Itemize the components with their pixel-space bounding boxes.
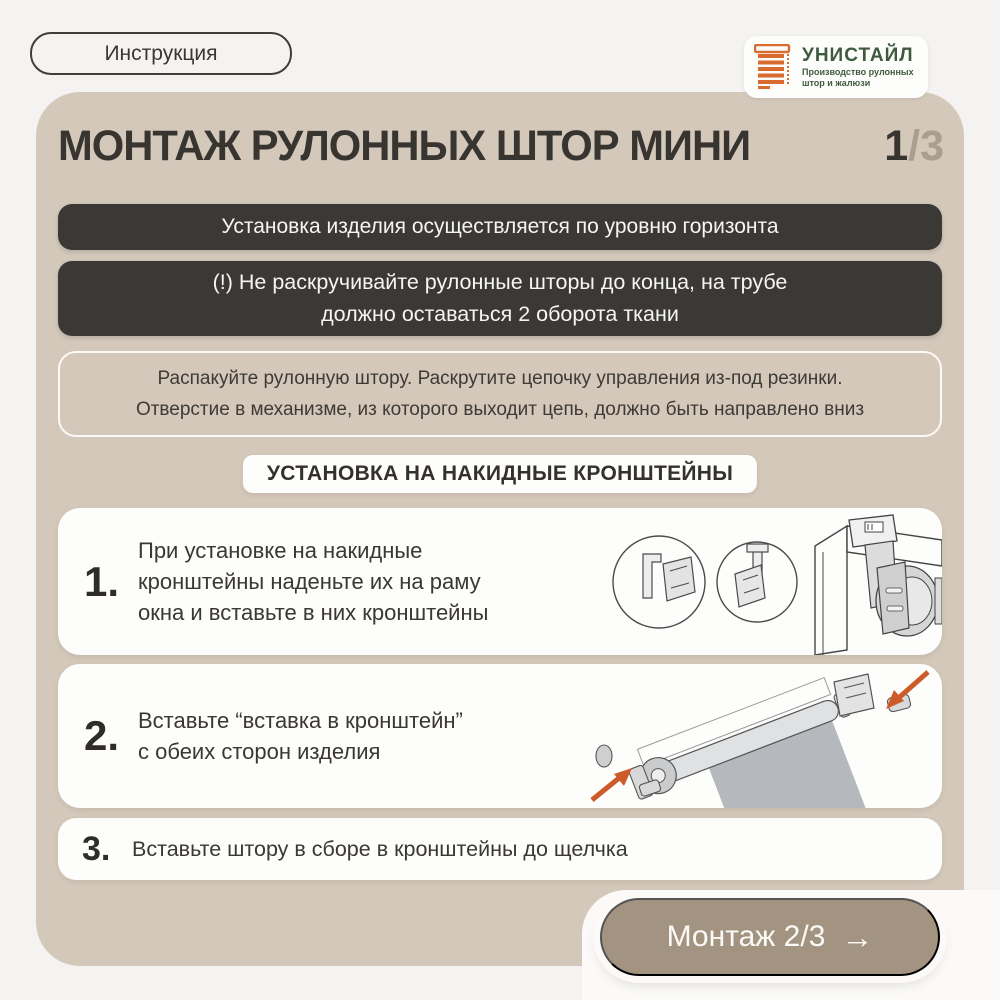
instruction-button[interactable] — [30, 32, 292, 75]
step-text: При установке на накидные кронштейны наденьте их на раму окна и вставьте в них кронштейны — [138, 537, 489, 626]
section-header-label: УСТАНОВКА НА НАКИДНЫЕ КРОНШТЕЙНЫ — [266, 462, 734, 485]
step-card-2 — [58, 664, 942, 808]
page-current: 1 — [884, 122, 909, 170]
logo-text — [802, 46, 924, 89]
brand-logo — [744, 36, 928, 98]
page-title: МОНТАЖ РУЛОННЫХ ШТОР МИНИ — [58, 122, 751, 170]
logo-name: УНИСТАЙЛ — [802, 44, 914, 66]
instruction-button-label: Инструкция — [104, 41, 218, 65]
banner-line: (!) Не раскручивайте рулонные шторы до конца, на трубе — [212, 270, 788, 295]
step-card-1 — [58, 508, 942, 655]
section-header — [243, 455, 757, 493]
next-page-label: Монтаж 2/3 — [666, 920, 826, 953]
step-number: 2. — [84, 712, 120, 759]
step-number: 1. — [84, 557, 120, 605]
banner-text: Установка изделия осуществляется по уровню горизонта — [221, 215, 779, 238]
page-number — [884, 122, 944, 171]
note-line: Отверстие в механизме, из которого выходит цепь, должно быть направлено вниз — [135, 399, 865, 420]
arrow-right-icon: → — [841, 919, 874, 955]
step1-illustration — [597, 508, 942, 655]
step-text: Вставьте “вставка в кронштейн” с обеих сторон изделия — [138, 707, 463, 764]
banner-line: должно оставаться 2 оборота ткани — [321, 301, 679, 326]
step-number: 3. — [82, 829, 111, 868]
unpack-note-box — [58, 351, 942, 437]
next-page-button[interactable] — [600, 898, 940, 976]
main-card — [36, 92, 964, 966]
warning-banner-unroll — [58, 261, 942, 336]
note-line: Распакуйте рулонную штору. Раскрутите цепочку управления из-под резинки. — [157, 367, 843, 389]
logo-subtitle: Производство рулонных штор и жалюзи — [802, 66, 914, 88]
step-text: Вставьте штору в сборе в кронштейны до щелчка — [132, 836, 628, 861]
page-total: /3 — [908, 122, 944, 170]
step-card-3 — [58, 818, 942, 880]
title-row — [58, 122, 944, 171]
step2-illustration — [582, 664, 942, 808]
info-banner-level — [58, 204, 942, 250]
blinds-icon — [754, 44, 794, 90]
